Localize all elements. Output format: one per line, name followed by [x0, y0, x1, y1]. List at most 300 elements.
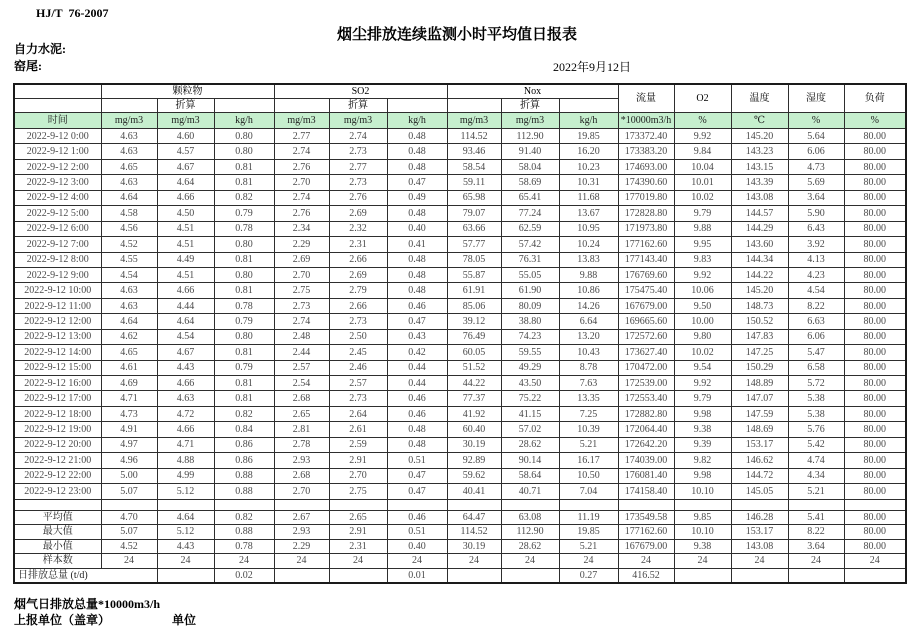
value-cell: 2.66	[329, 252, 387, 267]
value-cell: 80.00	[844, 175, 906, 190]
time-cell: 2022-9-12 21:00	[14, 453, 101, 468]
value-cell: 174039.00	[618, 453, 674, 468]
value-cell: 77.24	[501, 206, 559, 221]
value-cell: 146.62	[731, 453, 788, 468]
time-cell: 2022-9-12 23:00	[14, 484, 101, 499]
value-cell: 4.63	[101, 144, 157, 159]
value-cell: 177143.40	[618, 252, 674, 267]
value-cell: 170472.00	[618, 360, 674, 375]
value-cell: 10.86	[559, 283, 618, 298]
summary-value-cell: 0.82	[214, 510, 274, 525]
value-cell: 43.50	[501, 376, 559, 391]
hourly-data-row	[14, 437, 906, 452]
summary-value-cell: 4.52	[101, 539, 157, 554]
summary-value-cell: 24	[101, 554, 157, 569]
value-cell: 5.72	[788, 376, 844, 391]
report-date: 2022年9月12日	[553, 60, 632, 74]
summary-value-cell: 24	[501, 554, 559, 569]
summary-value-cell: 10.10	[674, 525, 731, 540]
summary-value-cell: 24	[559, 554, 618, 569]
value-cell: 80.00	[844, 453, 906, 468]
value-cell: 55.87	[447, 267, 501, 282]
summary-value-cell: 24	[618, 554, 674, 569]
summary-value-cell: 80.00	[844, 539, 906, 554]
summary-value-cell: 112.90	[501, 525, 559, 540]
value-cell: 0.80	[214, 237, 274, 252]
value-cell: 4.51	[157, 267, 214, 282]
summary-value-cell: 5.07	[101, 525, 157, 540]
value-cell: 10.04	[674, 159, 731, 174]
time-column-header: 时间	[14, 113, 101, 129]
hourly-data-row	[14, 376, 906, 391]
value-cell: 169665.60	[618, 314, 674, 329]
value-cell: 4.99	[157, 468, 214, 483]
value-cell: 0.82	[214, 190, 274, 205]
value-cell: 6.58	[788, 360, 844, 375]
value-cell: 51.52	[447, 360, 501, 375]
value-cell: 10.23	[559, 159, 618, 174]
value-cell: 150.29	[731, 360, 788, 375]
value-cell: 80.00	[844, 252, 906, 267]
empty-cell	[559, 499, 618, 510]
hourly-data-row	[14, 360, 906, 375]
value-cell: 9.98	[674, 406, 731, 421]
value-cell: 3.92	[788, 237, 844, 252]
temperature-header: 温度	[731, 84, 788, 113]
empty-cell	[101, 499, 157, 510]
summary-value-cell: 0.51	[387, 525, 447, 540]
value-cell: 9.79	[674, 206, 731, 221]
value-cell: 4.63	[101, 175, 157, 190]
value-cell: 7.63	[559, 376, 618, 391]
hourly-data-row	[14, 406, 906, 421]
value-cell: 167679.00	[618, 298, 674, 313]
value-cell: 0.81	[214, 283, 274, 298]
summary-value-cell: 167679.00	[618, 539, 674, 554]
value-cell: 2.31	[329, 237, 387, 252]
value-cell: 172553.40	[618, 391, 674, 406]
value-cell: 58.54	[447, 159, 501, 174]
daily-total-value-cell: 0.27	[559, 568, 618, 583]
daily-total-value-cell	[844, 568, 906, 583]
value-cell: 174693.00	[618, 159, 674, 174]
value-cell: 0.44	[387, 360, 447, 375]
value-cell: 60.05	[447, 345, 501, 360]
value-cell: 148.69	[731, 422, 788, 437]
value-cell: 5.38	[788, 391, 844, 406]
time-cell: 2022-9-12 7:00	[14, 237, 101, 252]
summary-value-cell: 2.91	[329, 525, 387, 540]
value-cell: 0.80	[214, 267, 274, 282]
value-cell: 4.65	[101, 345, 157, 360]
value-cell: 85.06	[447, 298, 501, 313]
value-cell: 4.54	[788, 283, 844, 298]
summary-value-cell: 3.64	[788, 539, 844, 554]
unit-header-cell: mg/m3	[274, 113, 329, 129]
hourly-data-row	[14, 314, 906, 329]
value-cell: 171973.80	[618, 221, 674, 236]
empty-cell	[329, 499, 387, 510]
value-cell: 0.48	[387, 144, 447, 159]
value-cell: 40.71	[501, 484, 559, 499]
value-cell: 2.77	[329, 159, 387, 174]
value-cell: 0.46	[387, 298, 447, 313]
value-cell: 7.25	[559, 406, 618, 421]
flow-header: 流量	[618, 84, 674, 113]
value-cell: 0.49	[387, 190, 447, 205]
value-cell: 0.81	[214, 345, 274, 360]
value-cell: 4.64	[101, 190, 157, 205]
summary-value-cell: 177162.60	[618, 525, 674, 540]
value-cell: 80.00	[844, 267, 906, 282]
value-cell: 2.69	[274, 252, 329, 267]
reporting-unit-label: 上报单位（盖章）	[14, 613, 111, 627]
value-cell: 176081.40	[618, 468, 674, 483]
summary-value-cell: 24	[731, 554, 788, 569]
summary-value-cell: 24	[214, 554, 274, 569]
value-cell: 6.06	[788, 329, 844, 344]
value-cell: 9.82	[674, 453, 731, 468]
unit-header-cell: %	[674, 113, 731, 129]
value-cell: 4.71	[157, 437, 214, 452]
company-name: 自力水泥:	[14, 42, 66, 56]
group-header-row	[14, 84, 906, 99]
hourly-data-row	[14, 206, 906, 221]
value-cell: 2.70	[274, 267, 329, 282]
value-cell: 2.70	[329, 468, 387, 483]
value-cell: 13.67	[559, 206, 618, 221]
spacer-row	[14, 499, 906, 510]
value-cell: 80.00	[844, 345, 906, 360]
summary-value-cell: 19.85	[559, 525, 618, 540]
converted-header: 折算	[329, 99, 387, 113]
value-cell: 4.63	[101, 283, 157, 298]
value-cell: 4.71	[101, 391, 157, 406]
unit-header-cell: kg/h	[559, 113, 618, 129]
value-cell: 5.47	[788, 345, 844, 360]
empty-cell	[501, 499, 559, 510]
daily-total-value-cell	[501, 568, 559, 583]
value-cell: 2.74	[329, 129, 387, 144]
value-cell: 4.66	[157, 190, 214, 205]
value-cell: 2.66	[329, 298, 387, 313]
value-cell: 2.73	[329, 391, 387, 406]
hourly-data-row	[14, 422, 906, 437]
flue-gas-total-label: 烟气日排放总量*10000m3/h	[14, 597, 161, 611]
value-cell: 2.50	[329, 329, 387, 344]
value-cell: 148.73	[731, 298, 788, 313]
unit-header-row	[14, 113, 906, 129]
header-empty-cell	[559, 99, 618, 113]
nox-group-header: Nox	[447, 84, 618, 99]
value-cell: 4.64	[101, 314, 157, 329]
time-cell: 2022-9-12 2:00	[14, 159, 101, 174]
value-cell: 144.22	[731, 267, 788, 282]
humidity-header: 湿度	[788, 84, 844, 113]
value-cell: 177162.60	[618, 237, 674, 252]
value-cell: 2.57	[274, 360, 329, 375]
value-cell: 2.74	[274, 144, 329, 159]
daily-total-value-cell	[329, 568, 387, 583]
value-cell: 4.63	[101, 298, 157, 313]
time-cell: 2022-9-12 14:00	[14, 345, 101, 360]
value-cell: 10.02	[674, 345, 731, 360]
value-cell: 4.56	[101, 221, 157, 236]
value-cell: 0.47	[387, 468, 447, 483]
value-cell: 10.50	[559, 468, 618, 483]
value-cell: 2.91	[329, 453, 387, 468]
value-cell: 147.07	[731, 391, 788, 406]
daily-total-label: 日排放总量 (t/d)	[14, 568, 157, 583]
summary-value-cell: 4.64	[157, 510, 214, 525]
value-cell: 0.47	[387, 314, 447, 329]
value-cell: 80.00	[844, 468, 906, 483]
value-cell: 2.29	[274, 237, 329, 252]
value-cell: 5.64	[788, 129, 844, 144]
value-cell: 28.62	[501, 437, 559, 452]
unit-header-cell: mg/m3	[447, 113, 501, 129]
value-cell: 10.01	[674, 175, 731, 190]
time-cell: 2022-9-12 3:00	[14, 175, 101, 190]
value-cell: 11.68	[559, 190, 618, 205]
value-cell: 0.48	[387, 159, 447, 174]
value-cell: 4.96	[101, 453, 157, 468]
value-cell: 0.48	[387, 267, 447, 282]
summary-value-cell: 5.12	[157, 525, 214, 540]
summary-value-cell: 5.41	[788, 510, 844, 525]
value-cell: 172642.20	[618, 437, 674, 452]
value-cell: 0.41	[387, 237, 447, 252]
value-cell: 7.04	[559, 484, 618, 499]
value-cell: 4.52	[101, 237, 157, 252]
value-cell: 2.69	[329, 206, 387, 221]
value-cell: 4.23	[788, 267, 844, 282]
summary-value-cell: 153.17	[731, 525, 788, 540]
value-cell: 5.42	[788, 437, 844, 452]
value-cell: 4.67	[157, 345, 214, 360]
value-cell: 80.00	[844, 237, 906, 252]
value-cell: 9.80	[674, 329, 731, 344]
value-cell: 80.00	[844, 406, 906, 421]
unit-label: 单位	[172, 613, 197, 627]
value-cell: 145.05	[731, 484, 788, 499]
value-cell: 147.83	[731, 329, 788, 344]
value-cell: 0.81	[214, 252, 274, 267]
value-cell: 3.64	[788, 190, 844, 205]
hourly-data-row	[14, 453, 906, 468]
value-cell: 13.35	[559, 391, 618, 406]
header-empty-cell	[274, 99, 329, 113]
value-cell: 172539.00	[618, 376, 674, 391]
value-cell: 4.72	[157, 406, 214, 421]
summary-row-min	[14, 539, 906, 554]
value-cell: 80.00	[844, 159, 906, 174]
value-cell: 4.65	[101, 159, 157, 174]
summary-row-max	[14, 525, 906, 540]
value-cell: 4.54	[101, 267, 157, 282]
value-cell: 90.14	[501, 453, 559, 468]
hourly-data-row	[14, 329, 906, 344]
summary-value-cell: 11.19	[559, 510, 618, 525]
value-cell: 76.31	[501, 252, 559, 267]
summary-value-cell: 0.40	[387, 539, 447, 554]
standard-code: HJ/T 76-2007	[36, 6, 109, 20]
value-cell: 8.78	[559, 360, 618, 375]
summary-value-cell: 24	[329, 554, 387, 569]
value-cell: 0.47	[387, 484, 447, 499]
time-cell: 2022-9-12 12:00	[14, 314, 101, 329]
header-empty-cell	[387, 99, 447, 113]
value-cell: 40.41	[447, 484, 501, 499]
value-cell: 173383.20	[618, 144, 674, 159]
value-cell: 2.70	[274, 484, 329, 499]
value-cell: 0.48	[387, 206, 447, 221]
hourly-data-row	[14, 484, 906, 499]
value-cell: 0.48	[387, 129, 447, 144]
value-cell: 0.81	[214, 175, 274, 190]
value-cell: 0.78	[214, 298, 274, 313]
value-cell: 9.39	[674, 437, 731, 452]
value-cell: 0.86	[214, 437, 274, 452]
value-cell: 144.29	[731, 221, 788, 236]
unit-header-cell: %	[844, 113, 906, 129]
value-cell: 4.44	[157, 298, 214, 313]
summary-value-cell: 30.19	[447, 539, 501, 554]
value-cell: 173627.40	[618, 345, 674, 360]
summary-value-cell: 4.43	[157, 539, 214, 554]
value-cell: 144.34	[731, 252, 788, 267]
time-cell: 2022-9-12 19:00	[14, 422, 101, 437]
time-cell: 2022-9-12 22:00	[14, 468, 101, 483]
value-cell: 9.88	[559, 267, 618, 282]
value-cell: 0.43	[387, 329, 447, 344]
value-cell: 76.49	[447, 329, 501, 344]
value-cell: 80.00	[844, 314, 906, 329]
value-cell: 9.83	[674, 252, 731, 267]
value-cell: 5.69	[788, 175, 844, 190]
empty-cell	[731, 499, 788, 510]
summary-label-max: 最大值	[14, 525, 101, 540]
value-cell: 2.73	[329, 314, 387, 329]
value-cell: 4.61	[101, 360, 157, 375]
value-cell: 0.48	[387, 283, 447, 298]
value-cell: 4.97	[101, 437, 157, 452]
value-cell: 57.77	[447, 237, 501, 252]
value-cell: 143.15	[731, 159, 788, 174]
summary-value-cell: 5.21	[559, 539, 618, 554]
summary-value-cell: 114.52	[447, 525, 501, 540]
value-cell: 4.51	[157, 221, 214, 236]
value-cell: 80.00	[844, 437, 906, 452]
value-cell: 2.76	[274, 159, 329, 174]
value-cell: 80.00	[844, 283, 906, 298]
value-cell: 2.73	[274, 298, 329, 313]
unit-header-cell: kg/h	[387, 113, 447, 129]
summary-label-average: 平均值	[14, 510, 101, 525]
location-label: 窑尾:	[14, 59, 42, 73]
unit-header-cell: mg/m3	[101, 113, 157, 129]
hourly-data-row	[14, 190, 906, 205]
unit-header-cell: ℃	[731, 113, 788, 129]
value-cell: 143.23	[731, 144, 788, 159]
value-cell: 0.79	[214, 206, 274, 221]
value-cell: 2.70	[274, 175, 329, 190]
time-cell: 2022-9-12 18:00	[14, 406, 101, 421]
value-cell: 2.69	[329, 267, 387, 282]
value-cell: 10.95	[559, 221, 618, 236]
value-cell: 58.64	[501, 468, 559, 483]
value-cell: 80.00	[844, 298, 906, 313]
value-cell: 30.19	[447, 437, 501, 452]
value-cell: 58.04	[501, 159, 559, 174]
summary-value-cell: 28.62	[501, 539, 559, 554]
value-cell: 80.00	[844, 144, 906, 159]
daily-total-value-cell: 416.52	[618, 568, 674, 583]
hourly-data-row	[14, 267, 906, 282]
time-cell: 2022-9-12 15:00	[14, 360, 101, 375]
value-cell: 144.72	[731, 468, 788, 483]
value-cell: 4.43	[157, 360, 214, 375]
header-empty-cell	[101, 99, 157, 113]
value-cell: 4.74	[788, 453, 844, 468]
value-cell: 2.64	[329, 406, 387, 421]
empty-cell	[618, 499, 674, 510]
empty-cell	[674, 499, 731, 510]
summary-value-cell: 2.65	[329, 510, 387, 525]
hourly-data-row	[14, 283, 906, 298]
value-cell: 2.73	[329, 144, 387, 159]
summary-value-cell: 80.00	[844, 525, 906, 540]
value-cell: 2.74	[274, 190, 329, 205]
value-cell: 114.52	[447, 129, 501, 144]
value-cell: 9.98	[674, 468, 731, 483]
time-cell: 2022-9-12 10:00	[14, 283, 101, 298]
empty-cell	[844, 499, 906, 510]
value-cell: 4.34	[788, 468, 844, 483]
value-cell: 0.79	[214, 314, 274, 329]
value-cell: 5.21	[788, 484, 844, 499]
value-cell: 6.06	[788, 144, 844, 159]
value-cell: 4.60	[157, 129, 214, 144]
value-cell: 4.58	[101, 206, 157, 221]
value-cell: 4.91	[101, 422, 157, 437]
value-cell: 2.79	[329, 283, 387, 298]
value-cell: 2.73	[329, 175, 387, 190]
value-cell: 16.17	[559, 453, 618, 468]
value-cell: 4.67	[157, 159, 214, 174]
value-cell: 173372.40	[618, 129, 674, 144]
value-cell: 4.73	[101, 406, 157, 421]
value-cell: 65.41	[501, 190, 559, 205]
value-cell: 2.75	[274, 283, 329, 298]
time-cell: 2022-9-12 1:00	[14, 144, 101, 159]
hourly-data-row	[14, 144, 906, 159]
value-cell: 13.20	[559, 329, 618, 344]
value-cell: 91.40	[501, 144, 559, 159]
value-cell: 0.81	[214, 376, 274, 391]
value-cell: 5.21	[559, 437, 618, 452]
header-empty-cell	[14, 99, 101, 113]
value-cell: 80.00	[844, 484, 906, 499]
summary-value-cell: 9.85	[674, 510, 731, 525]
so2-group-header: SO2	[274, 84, 447, 99]
value-cell: 145.20	[731, 283, 788, 298]
summary-value-cell: 173549.58	[618, 510, 674, 525]
value-cell: 0.80	[214, 129, 274, 144]
time-cell: 2022-9-12 16:00	[14, 376, 101, 391]
converted-header: 折算	[157, 99, 214, 113]
value-cell: 9.38	[674, 422, 731, 437]
